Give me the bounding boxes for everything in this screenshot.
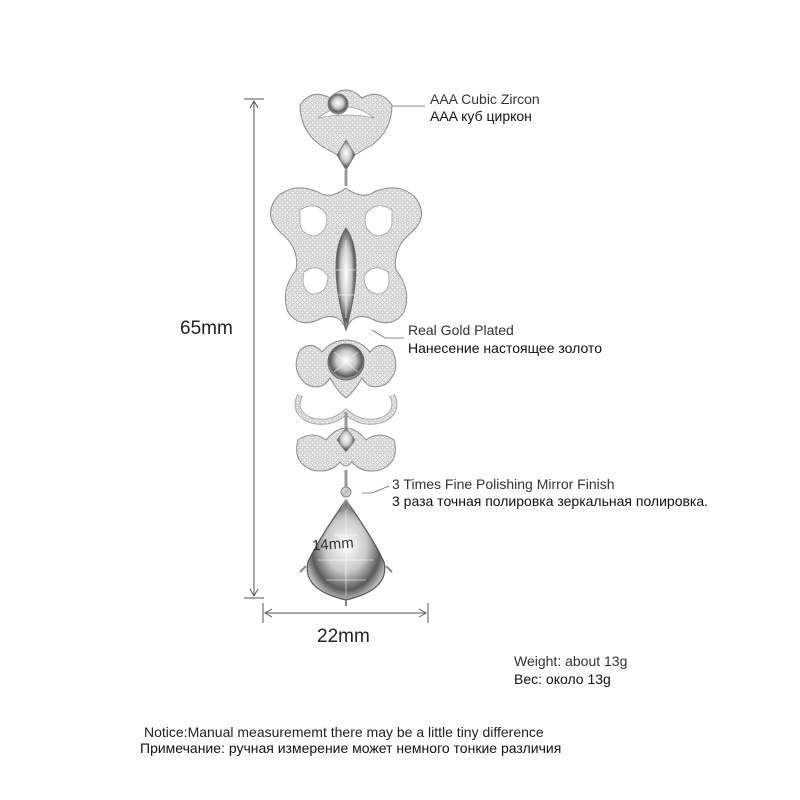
- gold-label-en: Real Gold Plated: [408, 322, 514, 338]
- height-dimension-label: 65mm: [180, 318, 233, 339]
- zircon-label-en: AAA Cubic Zircon: [430, 91, 540, 107]
- earring: [270, 90, 421, 606]
- width-dimension-label: 22mm: [317, 626, 370, 647]
- height-dimension-line: [244, 99, 264, 598]
- gold-label-ru: Нанесение настоящее золото: [408, 340, 602, 356]
- zircon-label-ru: AAA куб циркон: [430, 108, 532, 124]
- stone-size-label: 14mm: [311, 534, 355, 555]
- polish-label-ru: 3 раза точная полировка зеркальная полировка.: [392, 493, 709, 509]
- weight-label-en: Weight: about 13g: [514, 653, 628, 669]
- notice-ru: Примечание: ручная измерение может немного тонкие различия: [140, 740, 562, 756]
- polish-label-en: 3 Times Fine Polishing Mirror Finish: [392, 476, 615, 492]
- notice-en: Notice:Manual measurememt there may be a little tiny difference: [144, 724, 544, 740]
- weight-label-ru: Вес: около 13g: [514, 671, 611, 687]
